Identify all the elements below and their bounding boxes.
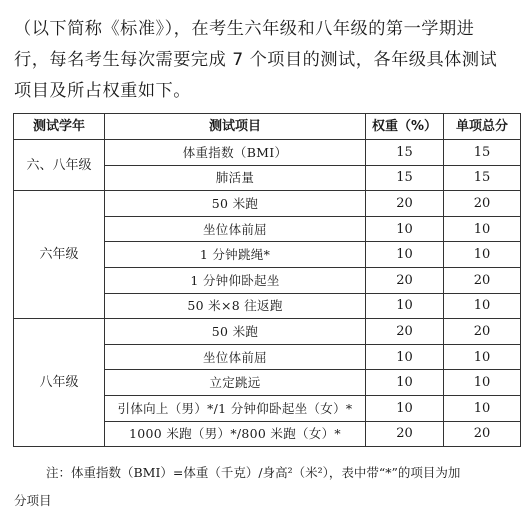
score-cell: 10 xyxy=(444,216,521,242)
intro-line: 项目及所占权重如下。 xyxy=(14,81,191,101)
score-cell: 10 xyxy=(444,344,521,370)
table-row xyxy=(14,140,521,166)
item-cell: 50 米跑 xyxy=(105,319,366,345)
score-cell: 15 xyxy=(444,140,521,166)
item-cell: 肺活量 xyxy=(105,165,366,191)
score-cell: 10 xyxy=(444,242,521,268)
footnote-line: 注：体重指数（BMI）=体重（千克）/身高²（米²），表中带“*”的项目为加 xyxy=(46,465,461,480)
item-cell: 引体向上（男）*/1 分钟仰卧起坐（女）* xyxy=(105,395,366,421)
weight-cell: 10 xyxy=(366,216,444,242)
weight-cell: 10 xyxy=(366,395,444,421)
table-row xyxy=(14,319,521,345)
table-row xyxy=(14,191,521,217)
score-cell: 20 xyxy=(444,319,521,345)
test-items-table xyxy=(13,113,521,447)
weight-cell: 10 xyxy=(366,242,444,268)
item-cell: 1 分钟跳绳* xyxy=(105,242,366,268)
group-year-cell: 八年级 xyxy=(14,319,105,447)
intro-paragraph xyxy=(14,14,522,107)
weight-cell: 15 xyxy=(366,140,444,166)
test-items-table-container xyxy=(13,113,520,447)
score-cell: 15 xyxy=(444,165,521,191)
item-cell: 体重指数（BMI） xyxy=(105,140,366,166)
group-year-cell: 六年级 xyxy=(14,191,105,319)
score-cell: 10 xyxy=(444,395,521,421)
header-item: 测试项目 xyxy=(105,114,366,140)
score-cell: 20 xyxy=(444,421,521,447)
weight-cell: 20 xyxy=(366,267,444,293)
weight-cell: 20 xyxy=(366,191,444,217)
score-cell: 20 xyxy=(444,191,521,217)
header-year: 测试学年 xyxy=(14,114,105,140)
intro-line: （以下简称《标准》），在考生六年级和八年级的第一学期进 xyxy=(14,19,475,39)
score-cell: 20 xyxy=(444,267,521,293)
item-cell: 坐位体前屈 xyxy=(105,216,366,242)
weight-cell: 10 xyxy=(366,293,444,319)
table-header-row xyxy=(14,114,521,140)
intro-line: 行，每名考生每次需要完成 7 个项目的测试，各年级具体测试 xyxy=(14,50,498,70)
score-cell: 10 xyxy=(444,370,521,396)
item-cell: 立定跳远 xyxy=(105,370,366,396)
header-weight: 权重（%） xyxy=(366,114,444,140)
footnote-line: 分项目 xyxy=(14,493,52,508)
item-cell: 50 米跑 xyxy=(105,191,366,217)
item-cell: 坐位体前屈 xyxy=(105,344,366,370)
weight-cell: 10 xyxy=(366,344,444,370)
item-cell: 1000 米跑（男）*/800 米跑（女）* xyxy=(105,421,366,447)
item-cell: 50 米×8 往返跑 xyxy=(105,293,366,319)
item-cell: 1 分钟仰卧起坐 xyxy=(105,267,366,293)
weight-cell: 20 xyxy=(366,319,444,345)
weight-cell: 20 xyxy=(366,421,444,447)
weight-cell: 10 xyxy=(366,370,444,396)
footnote xyxy=(14,459,522,515)
score-cell: 10 xyxy=(444,293,521,319)
header-score: 单项总分 xyxy=(444,114,521,140)
weight-cell: 15 xyxy=(366,165,444,191)
group-year-cell: 六、八年级 xyxy=(14,140,105,191)
